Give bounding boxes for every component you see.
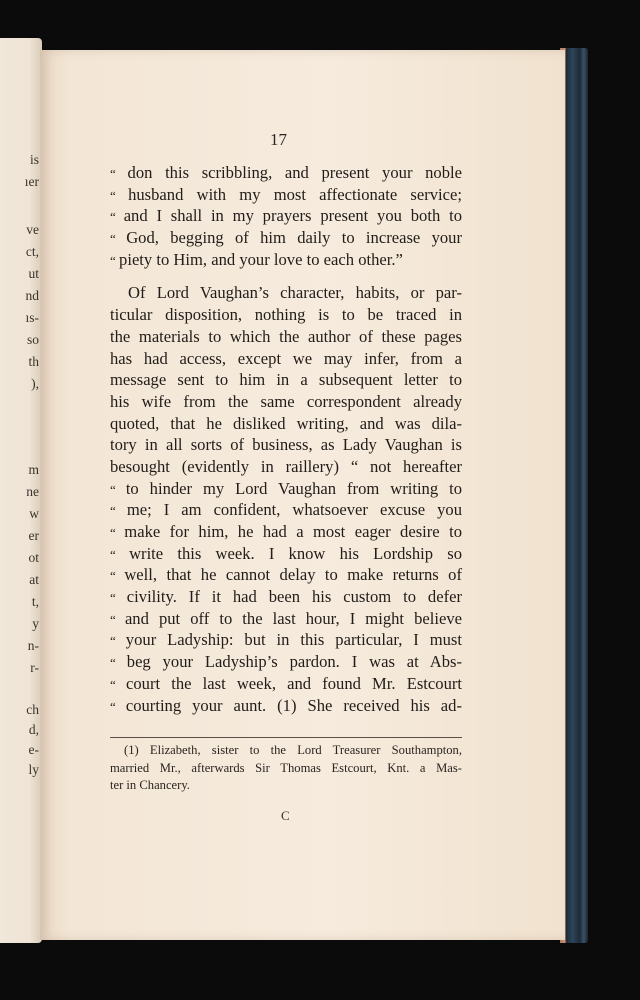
text-line: “ husband with my most affectionate service; xyxy=(110,184,462,206)
left-text-fragment: w xyxy=(29,506,39,521)
text-line: “ write this week. I know his Lordship so xyxy=(110,543,462,565)
footnote-divider xyxy=(110,737,462,738)
footnote xyxy=(110,742,462,795)
text-line: “ court the last week, and found Mr. Estcourt xyxy=(110,673,462,695)
left-text-fragment: ), xyxy=(31,376,39,391)
left-text-fragment: m xyxy=(28,462,39,477)
left-text-fragment: ve xyxy=(26,222,39,237)
left-text-fragment: ot xyxy=(28,550,39,565)
text-line: “ me; I am confident, whatsoever excuse you xyxy=(110,499,462,521)
left-text-fragment: ıer xyxy=(24,174,39,189)
left-text-fragment: n- xyxy=(27,638,39,653)
left-text-fragment: ct, xyxy=(25,244,39,259)
text-line: “ beg your Ladyship’s pardon. I was at Abs- xyxy=(110,651,462,673)
footnote-line: (1) Elizabeth, sister to the Lord Treasurer Southampton, xyxy=(124,743,462,757)
text-line: message sent to him in a subsequent letter to xyxy=(110,370,462,390)
text-line: “ your Ladyship: but in this particular, I must xyxy=(110,629,462,651)
text-line: “ don this scribbling, and present your noble xyxy=(110,162,462,184)
left-text-fragment: er xyxy=(28,528,39,543)
text-line: Of Lord Vaughan’s character, habits, or par- xyxy=(128,283,462,303)
text-line: tory in all sorts of business, as Lady Vaughan is xyxy=(110,435,462,455)
left-text-fragment: e- xyxy=(28,742,39,757)
left-text-fragment: nd xyxy=(25,288,39,303)
page-body-text xyxy=(110,162,462,716)
text-line: the materials to which the author of these pages xyxy=(110,326,462,346)
text-line: “ piety to Him, and your love to each other.” xyxy=(110,249,462,271)
left-text-fragment: so xyxy=(26,332,39,347)
text-line: “ make for him, he had a most eager desire to xyxy=(110,521,462,543)
text-line: “ courting your aunt. (1) She received his ad- xyxy=(110,695,462,717)
text-line: has had access, except we may infer, from a xyxy=(110,348,462,368)
left-text-fragment: ıs- xyxy=(25,310,39,325)
left-text-fragment: r- xyxy=(30,660,39,675)
text-line: “ and put off to the last hour, I might believe xyxy=(110,608,462,630)
text-line: ticular disposition, nothing is to be traced in xyxy=(110,305,462,325)
left-text-fragment: ne xyxy=(26,484,39,499)
page-number: 17 xyxy=(270,130,287,149)
left-page-edge xyxy=(0,38,42,943)
text-line: “ God, begging of him daily to increase your xyxy=(110,227,462,249)
left-text-fragment: th xyxy=(28,354,39,369)
text-line: his wife from the same correspondent already xyxy=(110,391,462,411)
footnote-line: ter in Chancery. xyxy=(110,778,190,792)
left-text-fragment: y xyxy=(32,616,39,631)
left-text-fragment: ly xyxy=(28,762,39,777)
text-line: “ to hinder my Lord Vaughan from writing to xyxy=(110,478,462,500)
left-text-fragment: ut xyxy=(28,266,39,281)
footnote-line: married Mr., afterwards Sir Thomas Estcourt, Knt. a Mas- xyxy=(110,760,462,775)
left-text-fragment: at xyxy=(29,572,39,587)
left-text-fragment: t, xyxy=(31,594,39,609)
text-line: “ and I shall in my prayers present you both to xyxy=(110,205,462,227)
text-line: besought (evidently in raillery) “ not hereafter xyxy=(110,456,462,476)
signature-mark: C xyxy=(281,808,290,823)
left-text-fragment: is xyxy=(29,152,39,167)
text-line: quoted, that he disliked writing, and was dila- xyxy=(110,413,462,433)
left-text-fragment: d, xyxy=(28,722,39,737)
text-line: “ well, that he cannot delay to make returns of xyxy=(110,564,462,586)
left-text-fragment: ch xyxy=(26,702,39,717)
text-line: “ civility. If it had been his custom to defer xyxy=(110,586,462,608)
